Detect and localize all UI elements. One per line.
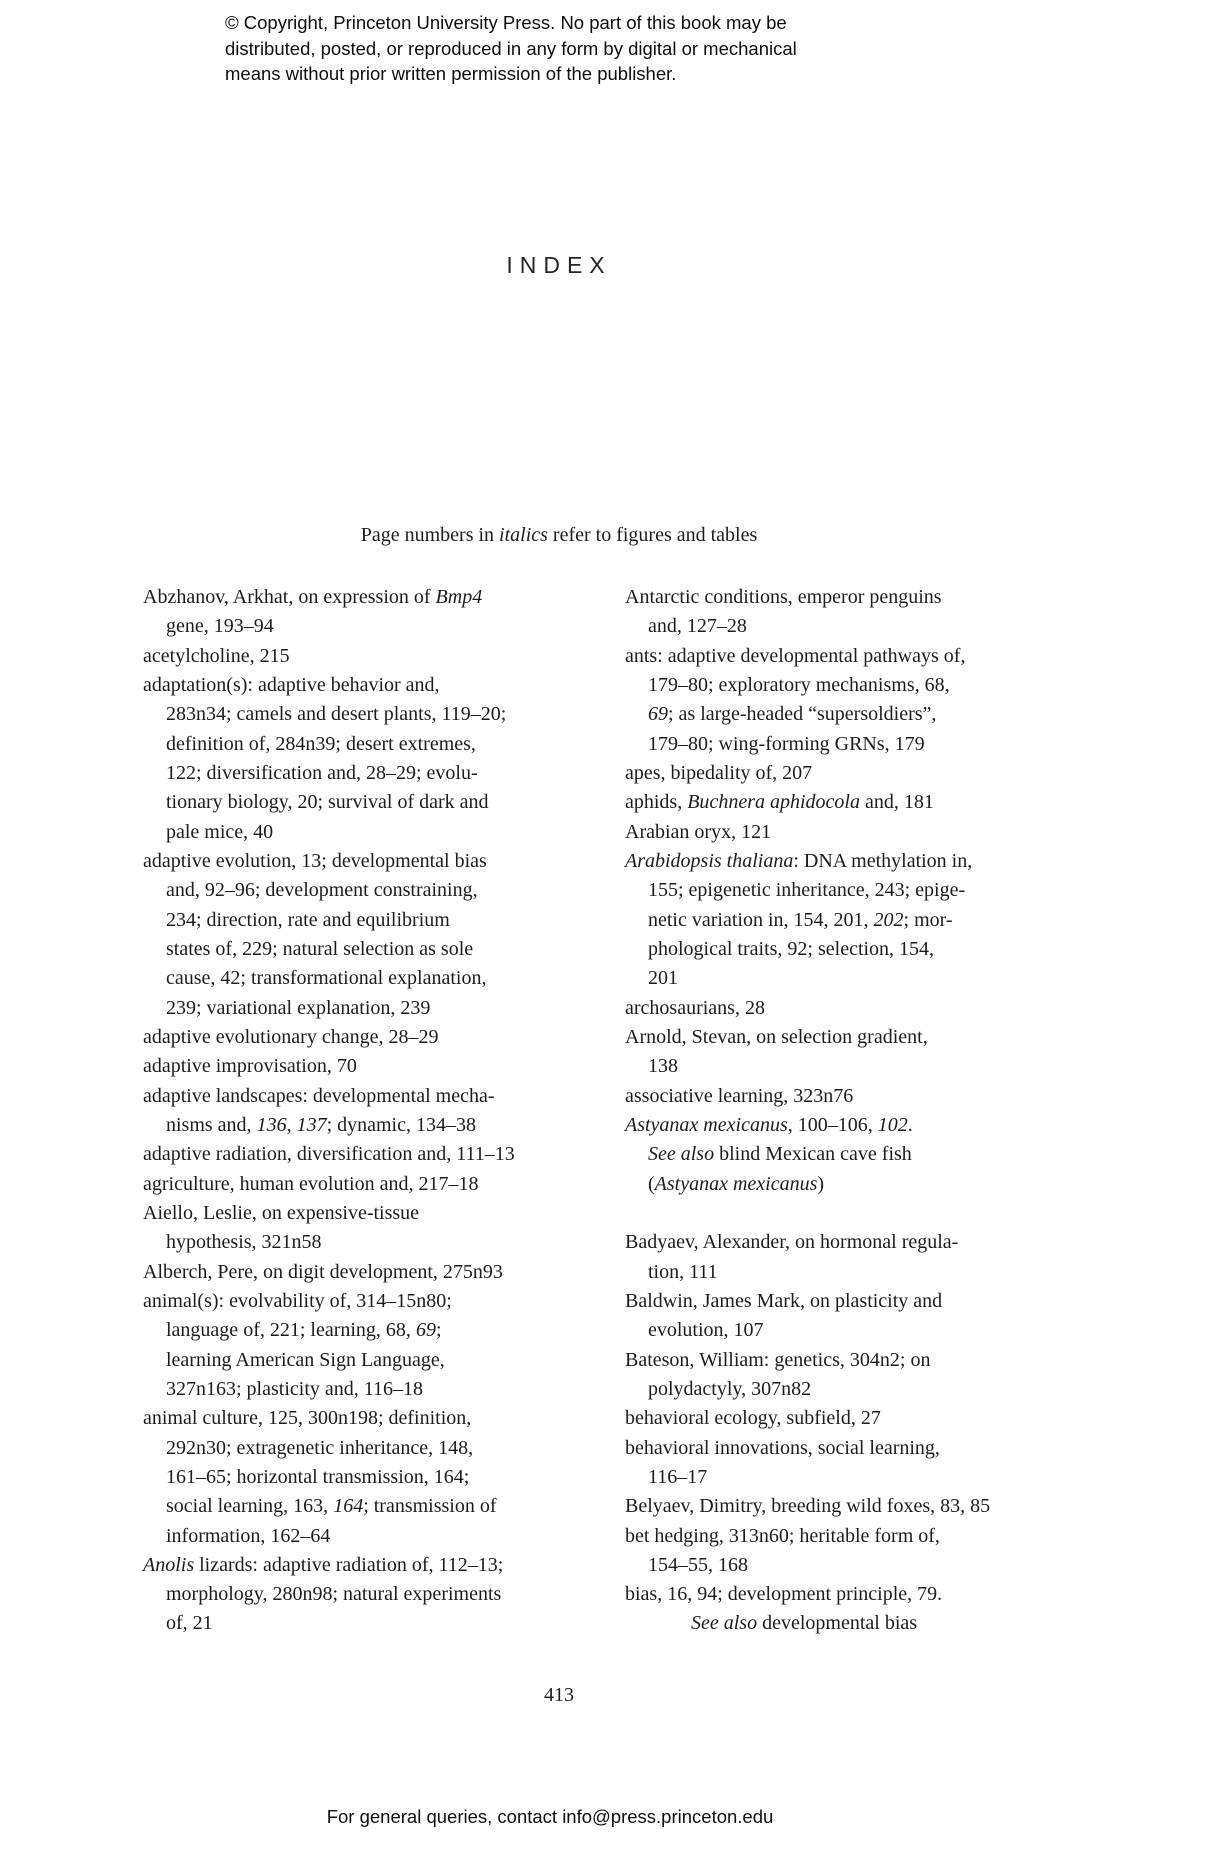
index-column-right [625,583,1085,1639]
index-line: learning American Sign Language, [166,1348,445,1371]
page-number: 413 [544,1684,574,1706]
index-line: Bateson, William: genetics, 304n2; on [625,1348,931,1371]
index-line: 283n34; camels and desert plants, 119–20; [166,703,507,726]
index-line: Belyaev, Dimitry, breeding wild foxes, 83, 85 [625,1495,991,1518]
index-body [143,583,1085,1639]
index-line: 234; direction, rate and equilibrium [166,908,450,931]
index-line: adaptive radiation, diversification and, 111–13 [143,1143,515,1166]
copyright-line: © Copyright, Princeton University Press. No part of this book may be [225,12,787,33]
blank-line [625,1199,1085,1228]
index-line: 292n30; extragenetic inheritance, 148, [166,1436,474,1459]
index-line: morphology, 280n98; natural experiments [166,1583,502,1606]
index-line: 122; diversification and, 28–29; evolu- [166,761,478,784]
index-line: netic variation in, 154, 201, 202; mor- [648,908,953,931]
index-line: definition of, 284n39; desert extremes, [166,732,476,755]
index-line: and, 127–28 [648,615,747,638]
index-line: gene, 193–94 [166,615,274,638]
index-line: Aiello, Leslie, on expensive-tissue [143,1201,420,1224]
index-line: information, 162–64 [166,1524,331,1547]
index-line: See also blind Mexican cave fish [648,1143,912,1166]
index-line: Badyaev, Alexander, on hormonal regula- [625,1231,959,1254]
index-line: of, 21 [166,1612,213,1635]
index-line: apes, bipedality of, 207 [625,761,813,784]
copyright-line: distributed, posted, or reproduced in any form by digital or mechanical [225,37,797,59]
index-line: Abzhanov, Arkhat, on expression of Bmp4 [143,586,483,608]
index-line: states of, 229; natural selection as sole [166,937,474,960]
footer-contact: For general queries, contact info@press.princeton.edu [326,1806,774,1827]
index-line: Anolis lizards: adaptive radiation of, 112–13; [143,1553,504,1576]
index-line: 201 [648,967,678,990]
copyright-line: means without prior written permission of the publisher. [225,63,677,84]
index-line: acetylcholine, 215 [143,644,290,667]
index-line: adaptation(s): adaptive behavior and, [143,673,440,696]
index-line: phological traits, 92; selection, 154, [648,937,935,960]
index-line: adaptive landscapes: developmental mecha- [143,1084,495,1107]
index-line: Antarctic conditions, emperor penguins [625,586,942,608]
index-line: Alberch, Pere, on digit development, 275n93 [143,1260,503,1283]
index-line: nisms and, 136, 137; dynamic, 134–38 [166,1113,476,1136]
page-title: INDEX [506,252,612,278]
index-line: 155; epigenetic inheritance, 243; epige- [648,879,966,902]
index-line: language of, 221; learning, 68, 69; [166,1319,442,1342]
index-line: Arnold, Stevan, on selection gradient, [625,1025,928,1048]
index-line: tion, 111 [648,1260,718,1283]
index-line: bias, 16, 94; development principle, 79. [625,1583,943,1606]
index-line: 327n163; plasticity and, 116–18 [166,1377,424,1400]
index-line: Arabian oryx, 121 [625,820,772,843]
index-line: bet hedging, 313n60; heritable form of, [625,1524,940,1547]
index-line: and, 92–96; development constraining, [166,879,478,902]
index-line: Astyanax mexicanus, 100–106, 102. [625,1113,913,1136]
index-line: 154–55, 168 [648,1553,748,1576]
index-line: associative learning, 323n76 [625,1084,854,1107]
index-line: animal culture, 125, 300n198; definition, [143,1407,472,1430]
index-line: Arabidopsis thaliana: DNA methylation in, [625,849,973,872]
index-line: social learning, 163, 164; transmission of [166,1495,497,1518]
index-line: adaptive evolutionary change, 28–29 [143,1025,439,1048]
index-line: 161–65; horizontal transmission, 164; [166,1465,470,1488]
index-line: (Astyanax mexicanus) [648,1172,825,1195]
index-line: 179–80; wing-forming GRNs, 179 [648,732,925,755]
index-line: evolution, 107 [648,1319,764,1342]
index-line: adaptive evolution, 13; developmental bias [143,849,487,872]
index-line: behavioral ecology, subfield, 27 [625,1407,881,1430]
index-line: aphids, Buchnera aphidocola and, 181 [625,791,934,814]
index-line: archosaurians, 28 [625,996,765,1019]
index-line: 69; as large-headed “supersoldiers”, [648,703,937,726]
copyright-notice [225,10,797,87]
index-line: 179–80; exploratory mechanisms, 68, [648,673,950,696]
index-line: behavioral innovations, social learning, [625,1436,940,1459]
index-line: pale mice, 40 [166,820,274,843]
index-line: hypothesis, 321n58 [166,1231,322,1254]
index-line: animal(s): evolvability of, 314–15n80; [143,1289,452,1312]
index-line: ants: adaptive developmental pathways of, [625,644,966,667]
index-line: 116–17 [648,1465,708,1488]
italics-note: Page numbers in italics refer to figures and tables [360,524,758,546]
index-line: adaptive improvisation, 70 [143,1055,357,1078]
index-line: agriculture, human evolution and, 217–18 [143,1172,479,1195]
index-line: tionary biology, 20; survival of dark and [166,791,489,814]
index-line: Baldwin, James Mark, on plasticity and [625,1289,943,1312]
index-column-left [143,583,625,1639]
index-line: 239; variational explanation, 239 [166,996,431,1019]
index-line: cause, 42; transformational explanation, [166,967,487,990]
index-line: See also developmental bias [691,1612,918,1635]
index-line: polydactyly, 307n82 [648,1377,812,1400]
index-line: 138 [648,1055,678,1078]
